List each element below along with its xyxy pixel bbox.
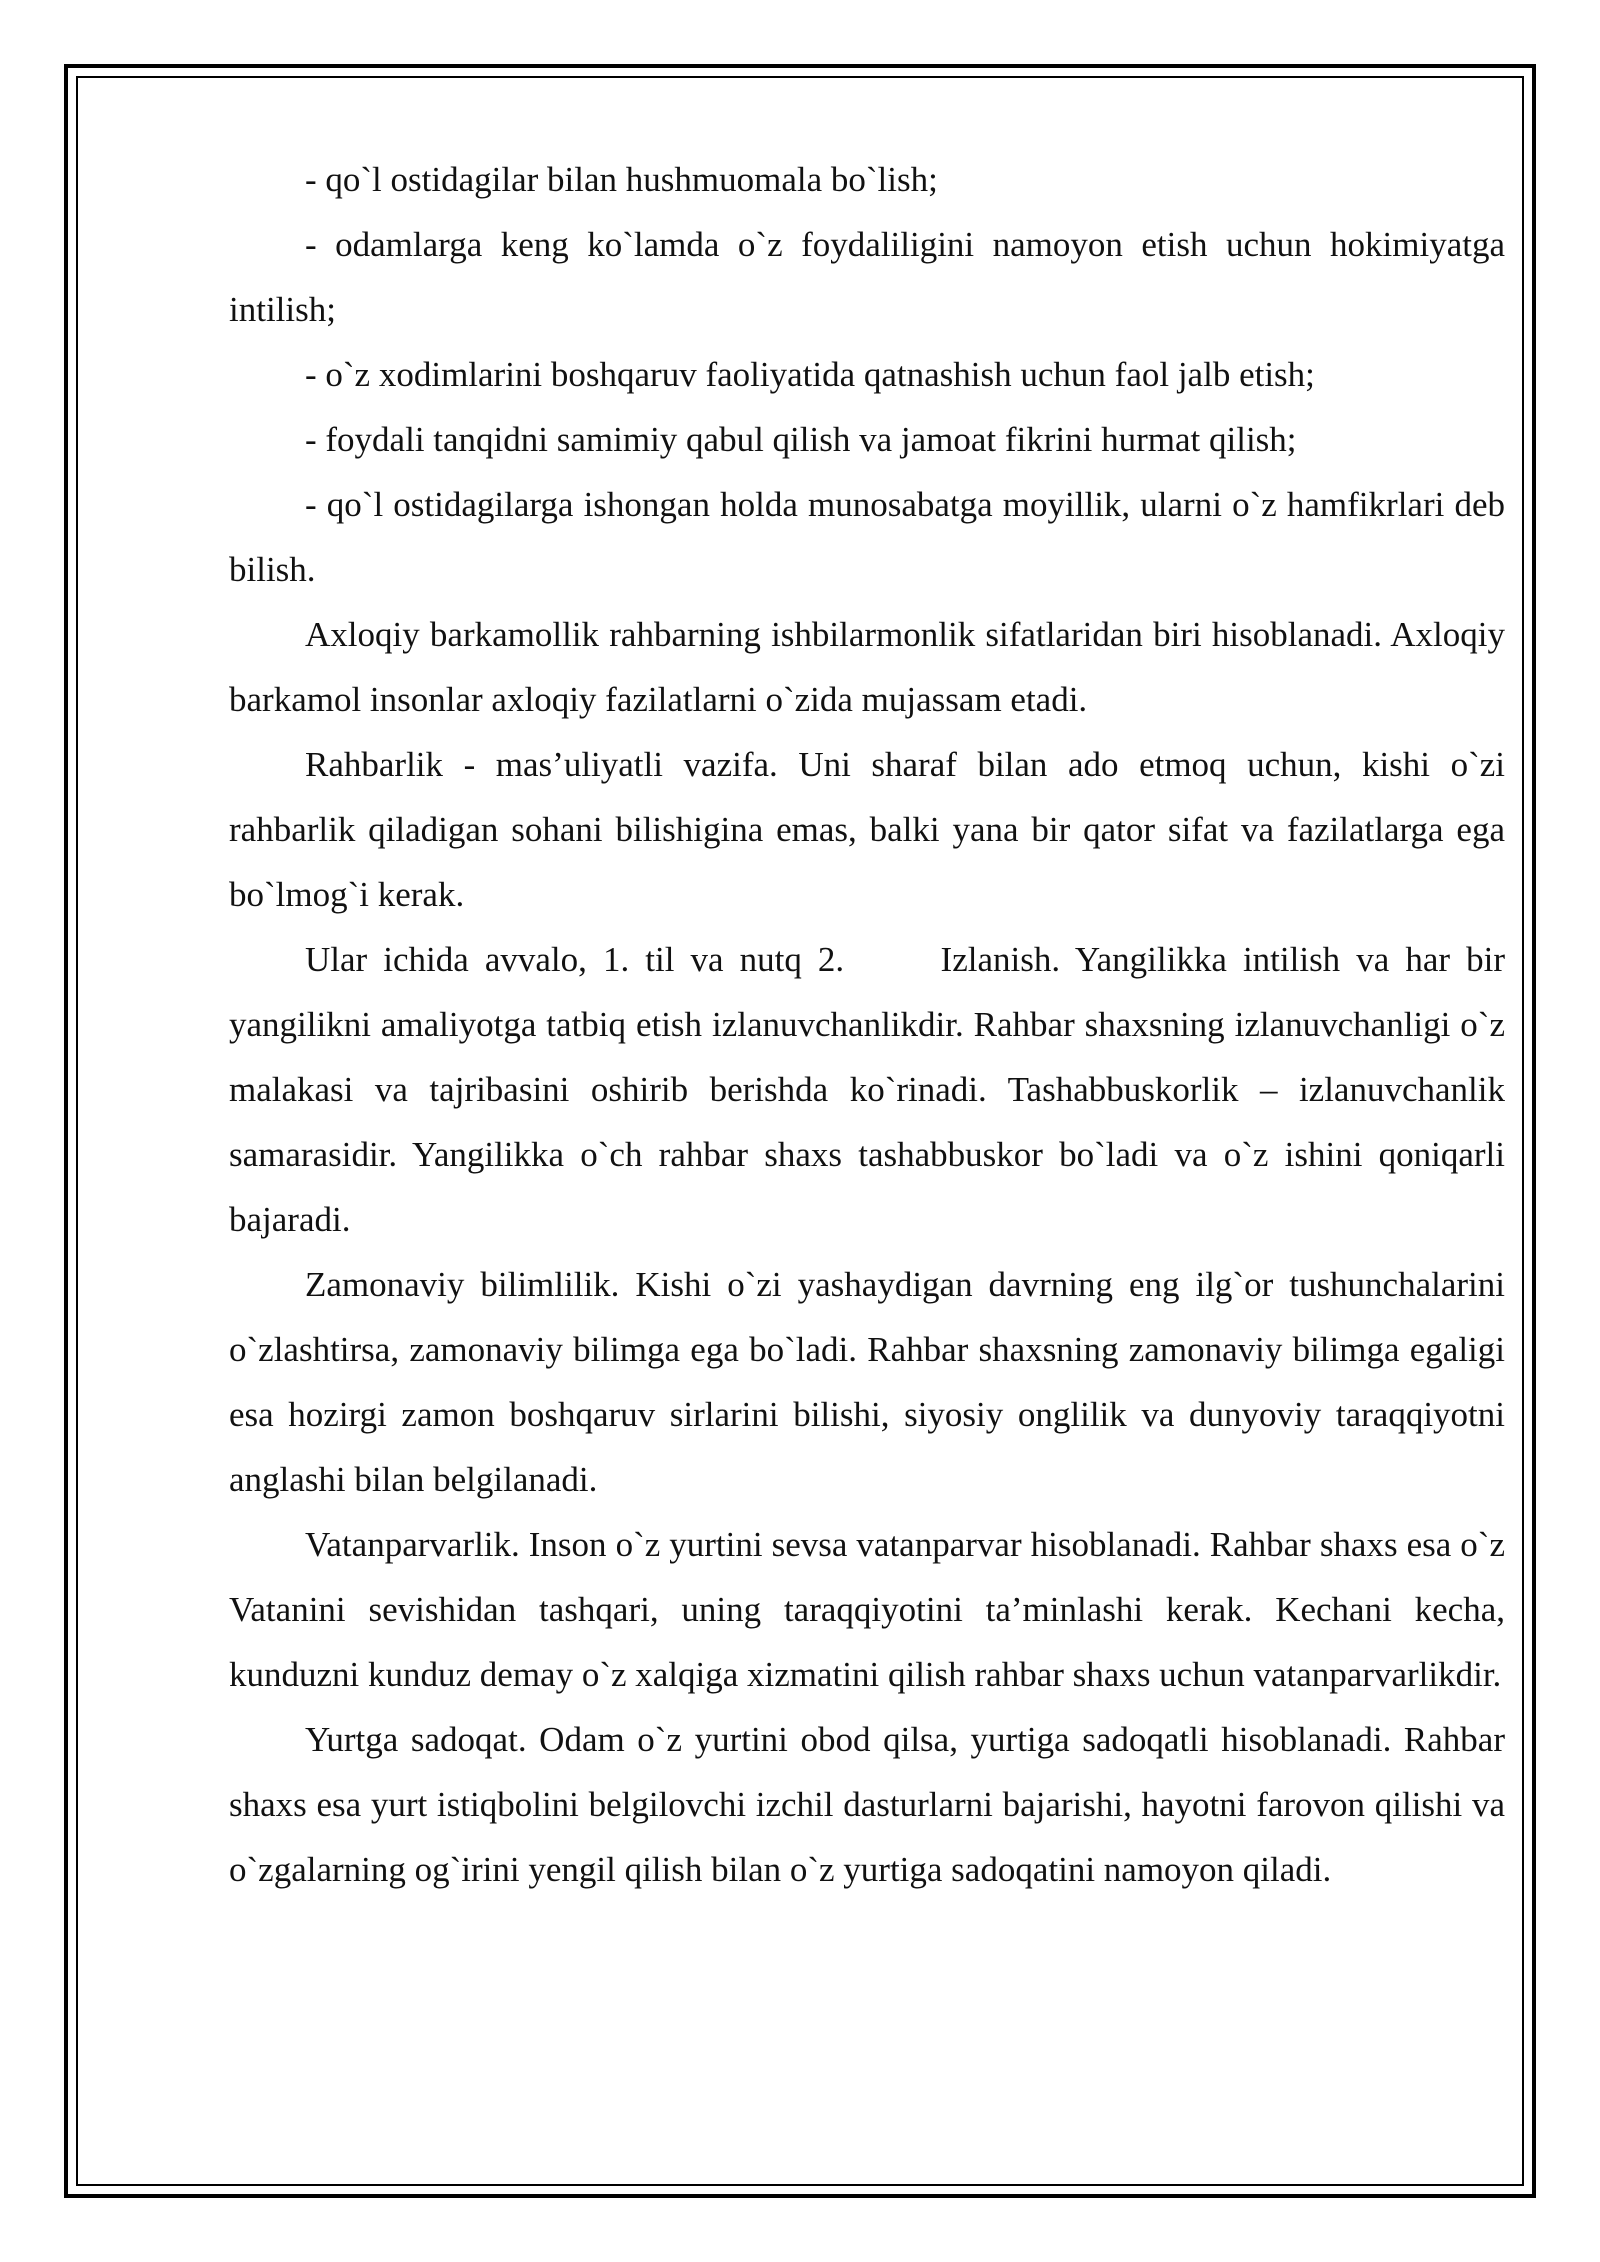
list-item-aspiration: - odamlarga keng ko`lamda o`z foydaliligini namoyon etish uchun hokimiyatga intilish; bbox=[229, 225, 1505, 329]
document-body bbox=[229, 147, 1514, 1902]
paragraph-loyalty: Yurtga sadoqat. Odam o`z yurtini obod qilsa, yurtiga sadoqatli hisoblanadi. Rahbar shaxs esa yurt istiqbolini belgilovchi izchil dasturlarni bajarishi, hayotni farovon qilishi va o`zgalarning og`irini yengil qilish bilan o`z yurtiga sadoqatini namoyon qiladi. bbox=[229, 1720, 1505, 1889]
paragraph-inquisitiveness: Ular ichida avvalo, 1. til va nutq 2. Izlanish. Yangilikka intilish va har bir yangilikni amaliyotga tatbiq etish izlanuvchanlikdir. Rahbar shaxsning izlanuvchanligi o`z malakasi va tajribasini oshirib berishda ko`rinadi. Tashabbuskorlik – izlanuvchanlik samarasidir. Yangilikka o`ch rahbar shaxs tashabbuskor bo`ladi va o`z ishini qoniqarli bajaradi. bbox=[229, 940, 1514, 1239]
list-item-involvement: - o`z xodimlarini boshqaruv faoliyatida qatnashish uchun faol jalb etish; bbox=[305, 355, 1315, 394]
list-item-courtesy: - qo`l ostidagilar bilan hushmuomala bo`lish; bbox=[305, 160, 938, 199]
paragraph-leadership: Rahbarlik - mas’uliyatli vazifa. Uni sharaf bilan ado etmoq uchun, kishi o`zi rahbarlik qiladigan sohani bilishigina emas, balki yana bir qator sifat va fazilatlarga ega bo`lmog`i kerak. bbox=[229, 745, 1505, 914]
paragraph-moral-perfection: Axloqiy barkamollik rahbarning ishbilarmonlik sifatlaridan biri hisoblanadi. Axloqiy barkamol insonlar axloqiy fazilatlarni o`zida mujassam etadi. bbox=[229, 615, 1505, 719]
list-item-criticism: - foydali tanqidni samimiy qabul qilish va jamoat fikrini hurmat qilish; bbox=[305, 420, 1297, 459]
paragraph-modern-knowledge: Zamonaviy bilimlilik. Kishi o`zi yashaydigan davrning eng ilg`or tushunchalarini o`zlashtirsa, zamonaviy bilimga ega bo`ladi. Rahbar shaxsning zamonaviy bilimga egaligi esa hozirgi zamon boshqaruv sirlarini bilishi, siyosiy onglilik va dunyoviy taraqqiyotni anglashi bilan belgilanadi. bbox=[229, 1265, 1505, 1499]
list-item-trust: - qo`l ostidagilarga ishongan holda munosabatga moyillik, ularni o`z hamfikrlari deb bilish. bbox=[229, 485, 1505, 589]
paragraph-patriotism: Vatanparvarlik. Inson o`z yurtini sevsa vatanparvar hisoblanadi. Rahbar shaxs esa o`z Vatanini sevishidan tashqari, uning taraqqiyotini ta’minlashi kerak. Kechani kecha, kunduzni kunduz demay o`z xalqiga xizmatini qilish rahbar shaxs uchun vatanparvarlikdir. bbox=[229, 1525, 1505, 1694]
